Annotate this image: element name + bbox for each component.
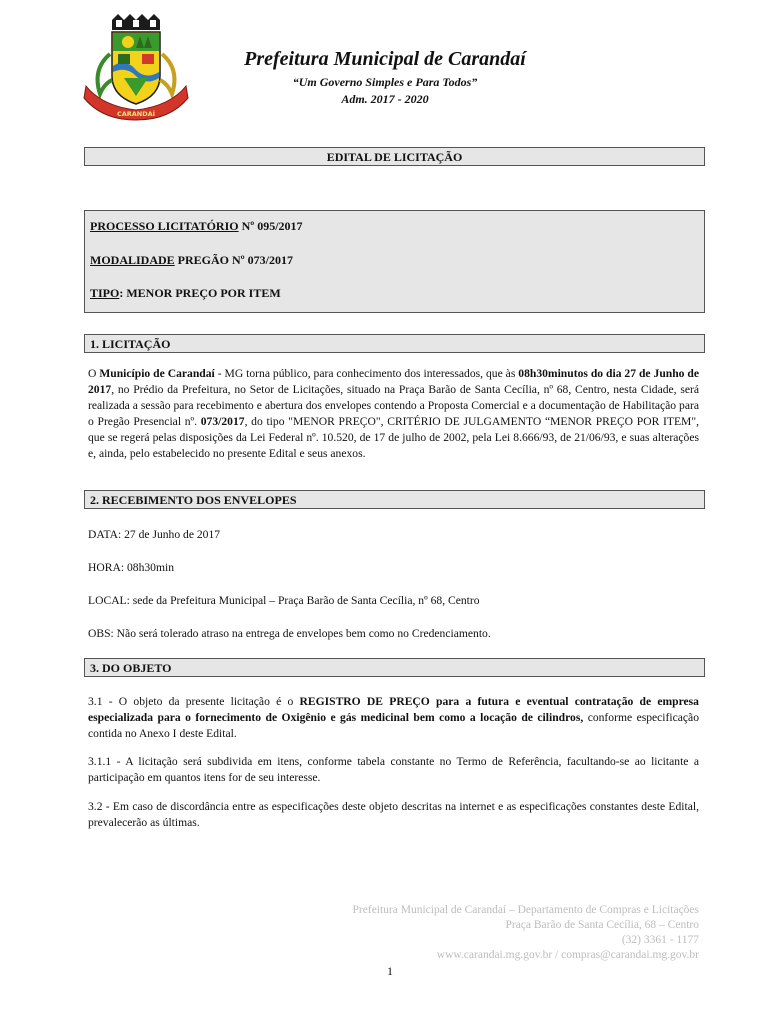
section-1-paragraph	[88, 366, 699, 462]
header-administration: Adm. 2017 - 2020	[341, 92, 429, 106]
pregao-number: 073/2017	[200, 415, 245, 428]
section-2-heading: 2. RECEBIMENTO DOS ENVELOPES	[90, 493, 297, 507]
modalidade-label: MODALIDADE	[90, 253, 175, 267]
footer-phone: (32) 3361 - 1177	[621, 934, 699, 946]
item-3-1	[88, 694, 699, 742]
text-run: O	[88, 367, 100, 380]
text-run: 3.1 - O objeto da presente licitação é o	[88, 695, 300, 708]
item-3-2: 3.2 - Em caso de discordância entre as especificações deste objeto descritas na internet e as especificações constantes deste Edital, prevalecerão as últimas.	[88, 800, 699, 829]
text-run: conforme especificação contida no Anexo I deste Edital.	[88, 711, 699, 740]
receipt-time: HORA: 08h30min	[88, 561, 174, 574]
objeto-description: REGISTRO DE PREÇO para a futura e eventual contratação de empresa especializada para o fornecimento de Oxigênio e gás medicinal bem como a locação de cilindros,	[88, 695, 699, 724]
header-motto: “Um Governo Simples e Para Todos”	[292, 75, 478, 89]
footer-department: Prefeitura Municipal de Carandaí – Departamento de Compras e Licitações	[352, 904, 699, 916]
municipio-name: Município de Carandaí	[99, 367, 215, 380]
section-3-heading-box	[84, 658, 705, 677]
section-1-heading-box	[84, 334, 705, 353]
text-run: , no Prédio da Prefeitura, no Setor de Licitações, situado na Praça Barão de Santa Cecília, nº 68, Centro, nesta Cidade, será realizada a sessão para recebimento e abertura dos envelopes contendo a Proposta Comercial e a documentação de Habilitação para o Pregão Presencial nº.	[88, 383, 699, 428]
modalidade-value: PREGÃO Nº 073/2017	[174, 253, 293, 267]
modalidade-line	[90, 253, 293, 268]
session-datetime: 08h30minutos do dia 27 de Junho de 2017	[88, 367, 700, 396]
item-3-1-1: 3.1.1 - A licitação será subdivida em itens, conforme tabela constante no Termo de Referência, facultando-se ao licitante a participação em quantos itens for de seu interesse.	[88, 755, 699, 784]
receipt-location: LOCAL: sede da Prefeitura Municipal – Praça Barão de Santa Cecília, nº 68, Centro	[88, 594, 480, 607]
svg-text:CARANDAÍ: CARANDAÍ	[116, 110, 156, 118]
municipal-crest-logo	[82, 14, 190, 122]
footer-web-email: www.carandai.mg.gov.br / compras@carandai.mg.gov.br	[436, 949, 699, 961]
tipo-line	[90, 286, 281, 301]
text-run: - MG torna público, para conhecimento dos interessados, que às	[214, 367, 519, 380]
edital-title-box	[84, 147, 705, 166]
processo-label: PROCESSO LICITATÓRIO	[90, 219, 239, 233]
receipt-date: DATA: 27 de Junho de 2017	[88, 528, 221, 541]
page-number: 1	[387, 964, 393, 978]
section-2-heading-box	[84, 490, 705, 509]
section-1-heading: 1. LICITAÇÃO	[90, 337, 171, 351]
processo-value: Nº 095/2017	[238, 219, 303, 233]
process-details-box	[84, 210, 705, 313]
text-run: , do tipo "MENOR PREÇO", CRITÉRIO DE JULGAMENTO “MENOR PREÇO POR ITEM", que se regerá pelas disposições da Lei Federal nº. 10.520, de 17 de julho de 2002, pela Lei 8.666/93, de 21/06/93, e suas alterações e, ainda, pelo estabelecido no presente Edital e seus anexos.	[88, 415, 699, 460]
receipt-observation: OBS: Não será tolerado atraso na entrega de envelopes bem como no Credenciamento.	[88, 627, 491, 640]
processo-line	[90, 219, 303, 234]
section-3-heading: 3. DO OBJETO	[90, 661, 172, 675]
footer-address: Praça Barão de Santa Cecília, 68 – Centro	[505, 919, 699, 931]
header-title: Prefeitura Municipal de Carandaí	[244, 48, 526, 70]
edital-title: EDITAL DE LICITAÇÃO	[326, 150, 463, 164]
tipo-value: : MENOR PREÇO POR ITEM	[119, 286, 281, 300]
tipo-label: TIPO	[90, 286, 120, 300]
